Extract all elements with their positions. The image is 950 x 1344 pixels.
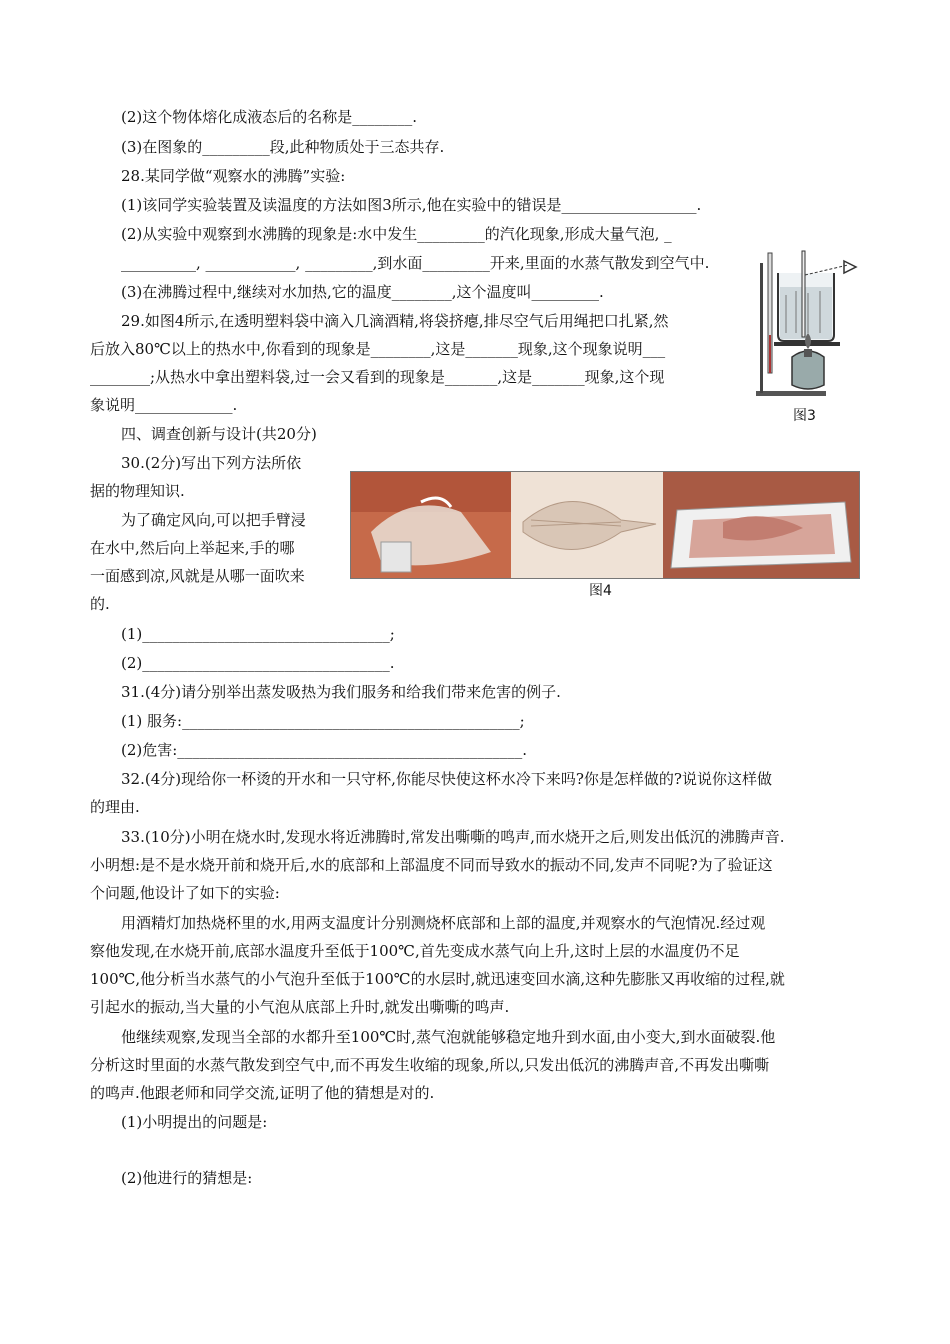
text-line-21: 31.(4分)请分别举出蒸发吸热为我们服务和给我们带来危害的例子.	[121, 683, 561, 701]
text-line-26: 33.(10分)小明在烧水时,发现水将近沸腾时,常发出嘶嘶的鸣声,而水烧开之后,则发出低沉的沸腾声音.	[121, 828, 785, 846]
text-line-37: (2)他进行的猜想是:	[121, 1169, 253, 1187]
text-line-9: 后放入80℃以上的热水中,你看到的现象是________,这是_______现象,这个现象说明___	[90, 340, 666, 358]
text-line-7: (3)在沸腾过程中,继续对水加热,它的温度________,这个温度叫_________.	[121, 283, 604, 301]
figure-4-photos	[350, 471, 860, 579]
text-line-35: 的鸣声.他跟老师和同学交流,证明了他的猜想是对的.	[90, 1084, 435, 1102]
text-line-29: 用酒精灯加热烧杯里的水,用两支温度计分别测烧杯底部和上部的温度,并观察水的气泡情况.经过观	[121, 914, 766, 932]
text-line-18: 的.	[90, 595, 110, 613]
text-line-17: 一面感到凉,风就是从哪一面吹来	[90, 567, 305, 585]
text-line-28: 个问题,他设计了如下的实验:	[90, 884, 280, 902]
text-line-13: 30.(2分)写出下列方法所依	[121, 454, 302, 472]
figure-4-photo-bag-in-hand	[351, 472, 511, 578]
figure-3-caption: 图3	[793, 408, 816, 424]
figure-4-caption: 图4	[589, 583, 612, 599]
text-line-32: 引起水的振动,当大量的小气泡从底部上升时,就发出嘶嘶的鸣声.	[90, 998, 510, 1016]
text-line-22: (1) 服务:_____________________________________________;	[121, 712, 525, 730]
text-line-1: (2)这个物体熔化成液态后的名称是________.	[121, 108, 418, 126]
text-line-19: (1)_________________________________;	[121, 625, 395, 643]
text-line-20: (2)_________________________________.	[121, 654, 395, 672]
figure-3-boiling-apparatus	[752, 245, 862, 407]
text-line-3: 28.某同学做“观察水的沸腾”实验:	[121, 167, 346, 185]
text-line-33: 他继续观察,发现当全部的水都升至100℃时,蒸气泡就能够稳定地升到水面,由小变大,到水面破裂.他	[121, 1028, 776, 1046]
text-line-34: 分析这时里面的水蒸气散发到空气中,而不再发生收缩的现象,所以,只发出低沉的沸腾声音,不再发出嘶嘶	[90, 1056, 770, 1074]
text-line-14: 据的物理知识.	[90, 482, 185, 500]
text-line-36: (1)小明提出的问题是:	[121, 1113, 268, 1131]
text-line-2: (3)在图象的_________段,此种物质处于三态共存.	[121, 138, 445, 156]
text-line-15: 为了确定风向,可以把手臂浸	[121, 511, 306, 529]
text-line-27: 小明想:是不是水烧开前和烧开后,水的底部和上部温度不同而导致水的振动不同,发声不同呢?为了验证这	[90, 856, 773, 874]
text-line-24: 32.(4分)现给你一杯烫的开水和一只守杯,你能尽快使这杯水冷下来吗?你是怎样做的?说说你这样做	[121, 770, 772, 788]
text-line-6: __________, ____________, _________,到水面_________开来,里面的水蒸气散发到空气中.	[121, 254, 710, 272]
figure-4-photo-tray	[663, 472, 859, 578]
text-line-4: (1)该同学实验装置及读温度的方法如图3所示,他在实验中的错误是__________________.	[121, 196, 702, 214]
figure-4-photo-inflated-bag	[511, 472, 663, 578]
text-line-31: 100℃,他分析当水蒸气的小气泡升至低于100℃的水层时,就迅速变回水滴,这种先膨胀又再收缩的过程,就	[90, 970, 785, 988]
text-line-10: ________;从热水中拿出塑料袋,过一会又看到的现象是_______,这是_______现象,这个现	[90, 368, 665, 386]
text-line-16: 在水中,然后向上举起来,手的哪	[90, 539, 295, 557]
text-line-5: (2)从实验中观察到水沸腾的现象是:水中发生_________的汽化现象,形成大量气泡, _	[121, 225, 672, 243]
section-heading: 四、调查创新与设计(共20分)	[121, 425, 317, 443]
text-line-30: 察他发现,在水烧开前,底部水温度升至低于100℃,首先变成水蒸气向上升,这时上层的水温度仍不足	[90, 942, 740, 960]
text-line-25: 的理由.	[90, 798, 140, 816]
text-line-8: 29.如图4所示,在透明塑料袋中滴入几滴酒精,将袋挤瘪,排尽空气后用绳把口扎紧,然	[121, 312, 669, 330]
text-line-23: (2)危害:______________________________________________.	[121, 741, 528, 759]
text-line-11: 象说明_____________.	[90, 396, 238, 414]
